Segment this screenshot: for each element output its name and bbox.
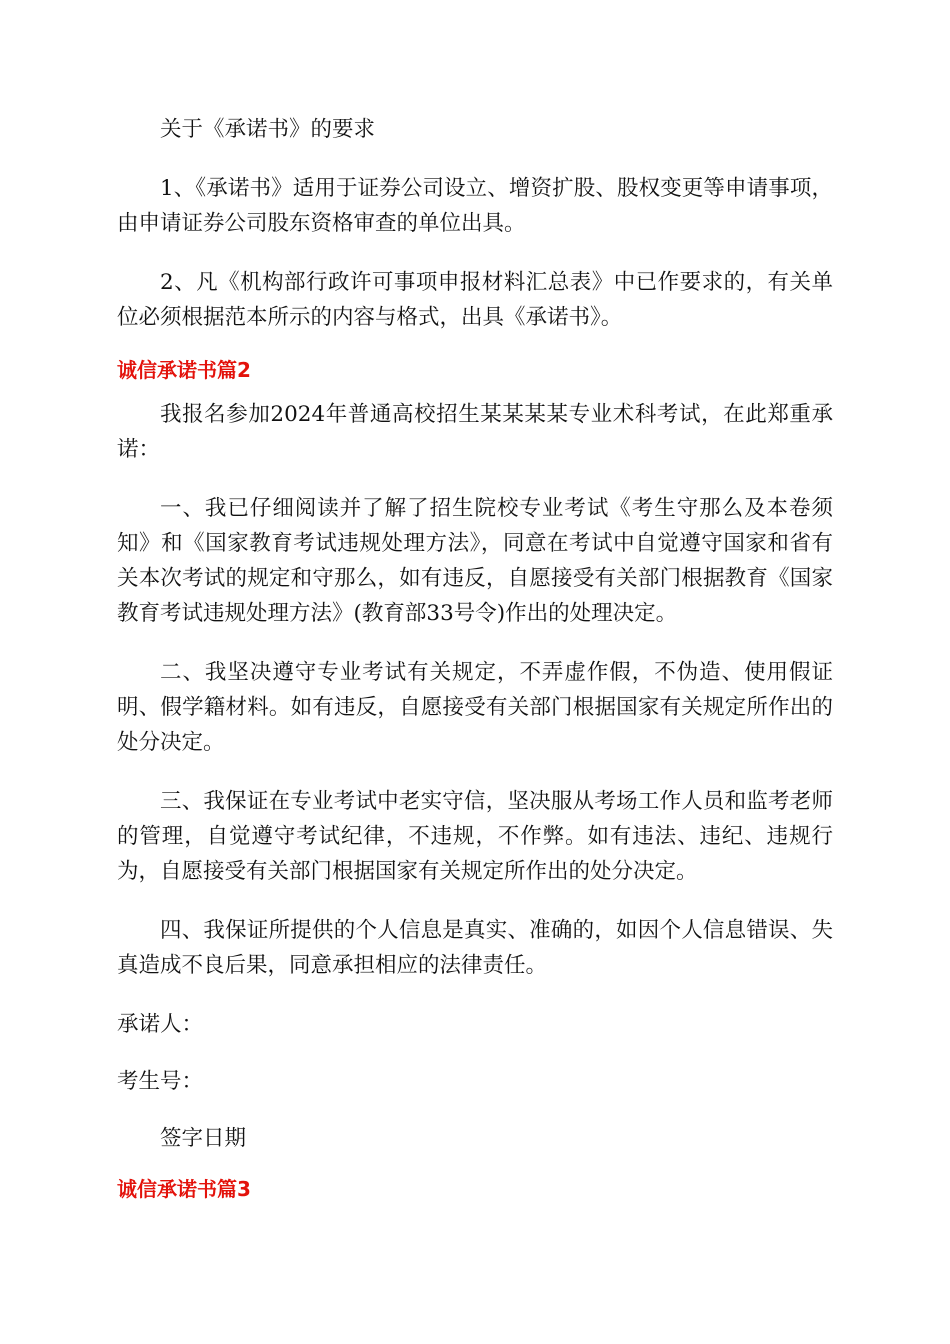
exam-number-label: 考生号： <box>117 1069 204 1094</box>
document-body <box>117 112 833 1216</box>
pledge-item-2: 二、我坚决遵守专业考试有关规定，不弄虚作假，不伪造、使用假证明、假学籍材料。如有违反，自愿接受有关部门根据国家有关规定所作出的处分决定。 <box>117 660 833 755</box>
promiser-label: 承诺人： <box>117 1012 204 1037</box>
requirement-paragraph-1: 1、《承诺书》适用于证券公司设立、增资扩股、股权变更等申请事项，由申请证券公司股东资格审查的单位出具。 <box>117 176 833 236</box>
pledge-intro: 我报名参加2024年普通高校招生某某某某专业术科考试，在此郑重承诺： <box>117 402 833 462</box>
requirement-paragraph-2: 2、凡《机构部行政许可事项申报材料汇总表》中已作要求的，有关单位必须根据范本所示的内容与格式，出具《承诺书》。 <box>117 270 833 330</box>
section-heading-2: 诚信承诺书篇2 <box>117 358 251 382</box>
requirements-title: 关于《承诺书》的要求 <box>160 117 376 142</box>
pledge-item-3: 三、我保证在专业考试中老实守信，坚决服从考场工作人员和监考老师的管理，自觉遵守考试纪律，不违规，不作弊。如有违法、违纪、违规行为，自愿接受有关部门根据国家有关规定所作出的处分决定。 <box>117 789 833 884</box>
section-heading-3: 诚信承诺书篇3 <box>117 1177 251 1201</box>
pledge-item-4: 四、我保证所提供的个人信息是真实、准确的，如因个人信息错误、失真造成不良后果，同意承担相应的法律责任。 <box>117 918 833 978</box>
pledge-item-1: 一、我已仔细阅读并了解了招生院校专业考试《考生守那么及本卷须知》和《国家教育考试违规处理方法》，同意在考试中自觉遵守国家和省有关本次考试的规定和守那么，如有违反，自愿接受有关部门根据教育《国家教育考试违规处理方法》(教育部33号令)作出的处理决定。 <box>117 496 833 626</box>
sign-date-label: 签字日期 <box>160 1126 247 1151</box>
